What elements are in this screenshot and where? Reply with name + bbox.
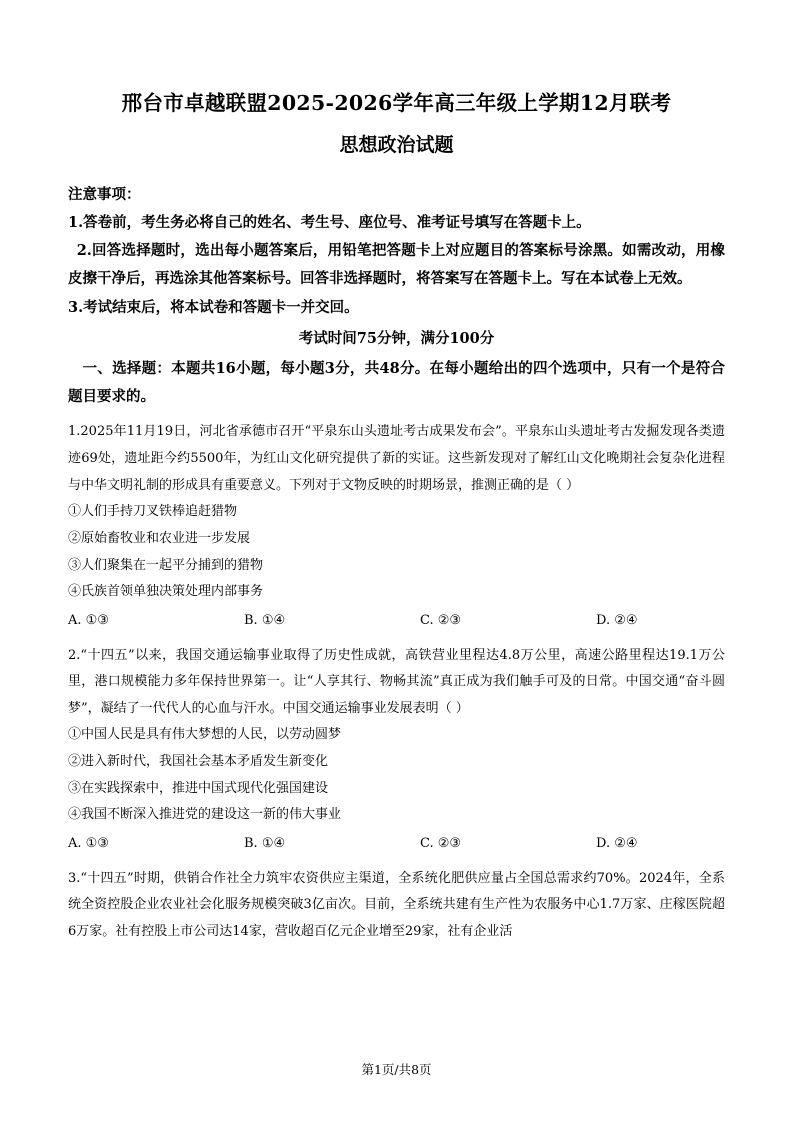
question-1-option-4: ④氏族首领单独决策处理内部事务 xyxy=(68,584,264,600)
question-2-choices xyxy=(68,831,725,858)
page-footer: 第1页/共8页 xyxy=(361,1062,432,1077)
question-3-text: “十四五”时期，供销合作社全力筑牢农资供应主渠道，全系统化肥供应量占全国总需求约70%。2024年，全系统全资控股企业农业社会化服务规模突破3亿亩次。目前，全系统共建有生产性为农服务中心1.7万家、庄稼医院超6万家。社有控股上市公司达14家，营收超百亿元企业增至29家，社有企业活 xyxy=(68,870,725,939)
question-3-number: 3. xyxy=(68,870,81,886)
question-1-choices xyxy=(68,608,725,635)
question-2-choice-a[interactable]: A. ①③ xyxy=(68,836,109,851)
question-1-choice-d[interactable]: D. ②④ xyxy=(596,612,638,628)
page-title: 邢台市卓越联盟2025-2026学年高三年级上学期12月联考 xyxy=(121,91,672,115)
section-heading: 一、选择题：本题共16小题，每小题3分，共48分。在每小题给出的四个选项中，只有一个是符合题目要求的。 xyxy=(68,359,725,406)
exam-info: 考试时间75分钟，满分100分 xyxy=(298,329,495,347)
question-2-stem xyxy=(68,643,725,723)
question-2-option-1: ①中国人民是具有伟大梦想的人民，以劳动圆梦 xyxy=(68,727,342,743)
question-2-option-3: ③在实践探索中，推进中国式现代化强国建设 xyxy=(68,780,329,796)
question-1-option-2: ②原始畜牧业和农业进一步发展 xyxy=(68,530,251,546)
question-1-number: 1. xyxy=(68,424,81,440)
question-2-number: 2. xyxy=(68,647,81,663)
notice-item-3: 3.考试结束后，将本试卷和答题卡一并交回。 xyxy=(68,298,359,316)
question-3-stem xyxy=(68,866,725,946)
question-1-choice-c[interactable]: C. ②③ xyxy=(420,612,462,628)
question-1-option-1: ①人们手持刀叉铁棒追赶猎物 xyxy=(68,504,238,520)
notice-item-1: 1.答卷前，考生务必将自己的姓名、考生号、座位号、准考证号填写在答题卡上。 xyxy=(68,213,591,231)
question-2-choice-b[interactable]: B. ①④ xyxy=(244,836,286,851)
question-2-option-2: ②进入新时代，我国社会基本矛盾发生新变化 xyxy=(68,754,329,770)
question-1-choice-a[interactable]: A. ①③ xyxy=(68,612,109,628)
question-2-text: “十四五”以来，我国交通运输事业取得了历史性成就，高铁营业里程达4.8万公里，高速公路里程达19.1万公里，港口规模能力多年保持世界第一。让“人享其行、物畅其流”真正成为我们触手可及的日常。中国交通“奋斗圆梦”，凝结了一代代人的心血与汗水。中国交通运输事业发展表明（ ） xyxy=(68,647,725,716)
page-subtitle: 思想政治试题 xyxy=(339,133,454,156)
question-1-stem xyxy=(68,419,725,499)
question-1-choice-b[interactable]: B. ①④ xyxy=(244,612,286,628)
question-1-option-3: ③人们聚集在一起平分捕到的猎物 xyxy=(68,557,264,573)
notice-heading: 注意事项： xyxy=(68,186,141,204)
question-2-choice-d[interactable]: D. ②④ xyxy=(596,836,638,851)
question-1-text: 2025年11月19日，河北省承德市召开“平泉东山头遗址考古成果发布会”。平泉东山头遗址考古发掘发现各类遗迹69处，遗址距今约5500年，为红山文化研究提供了新的实证。这些新发现对了解红山文化晚期社会复杂化进程与中华文明礼制的形成具有重要意义。下列对于文物反映的时期场景，推测正确的是（ ） xyxy=(68,424,725,493)
question-2-option-4: ④我国不断深入推进党的建设这一新的伟大事业 xyxy=(68,807,342,823)
question-2-choice-c[interactable]: C. ②③ xyxy=(420,836,462,851)
notice-item-2: 2.回答选择题时，选出每小题答案后，用铅笔把答题卡上对应题目的答案标号涂黑。如需改动，用橡皮擦干净后，再选涂其他答案标号。回答非选择题时，将答案写在答题卡上。写在本试卷上无效。 xyxy=(68,242,725,288)
